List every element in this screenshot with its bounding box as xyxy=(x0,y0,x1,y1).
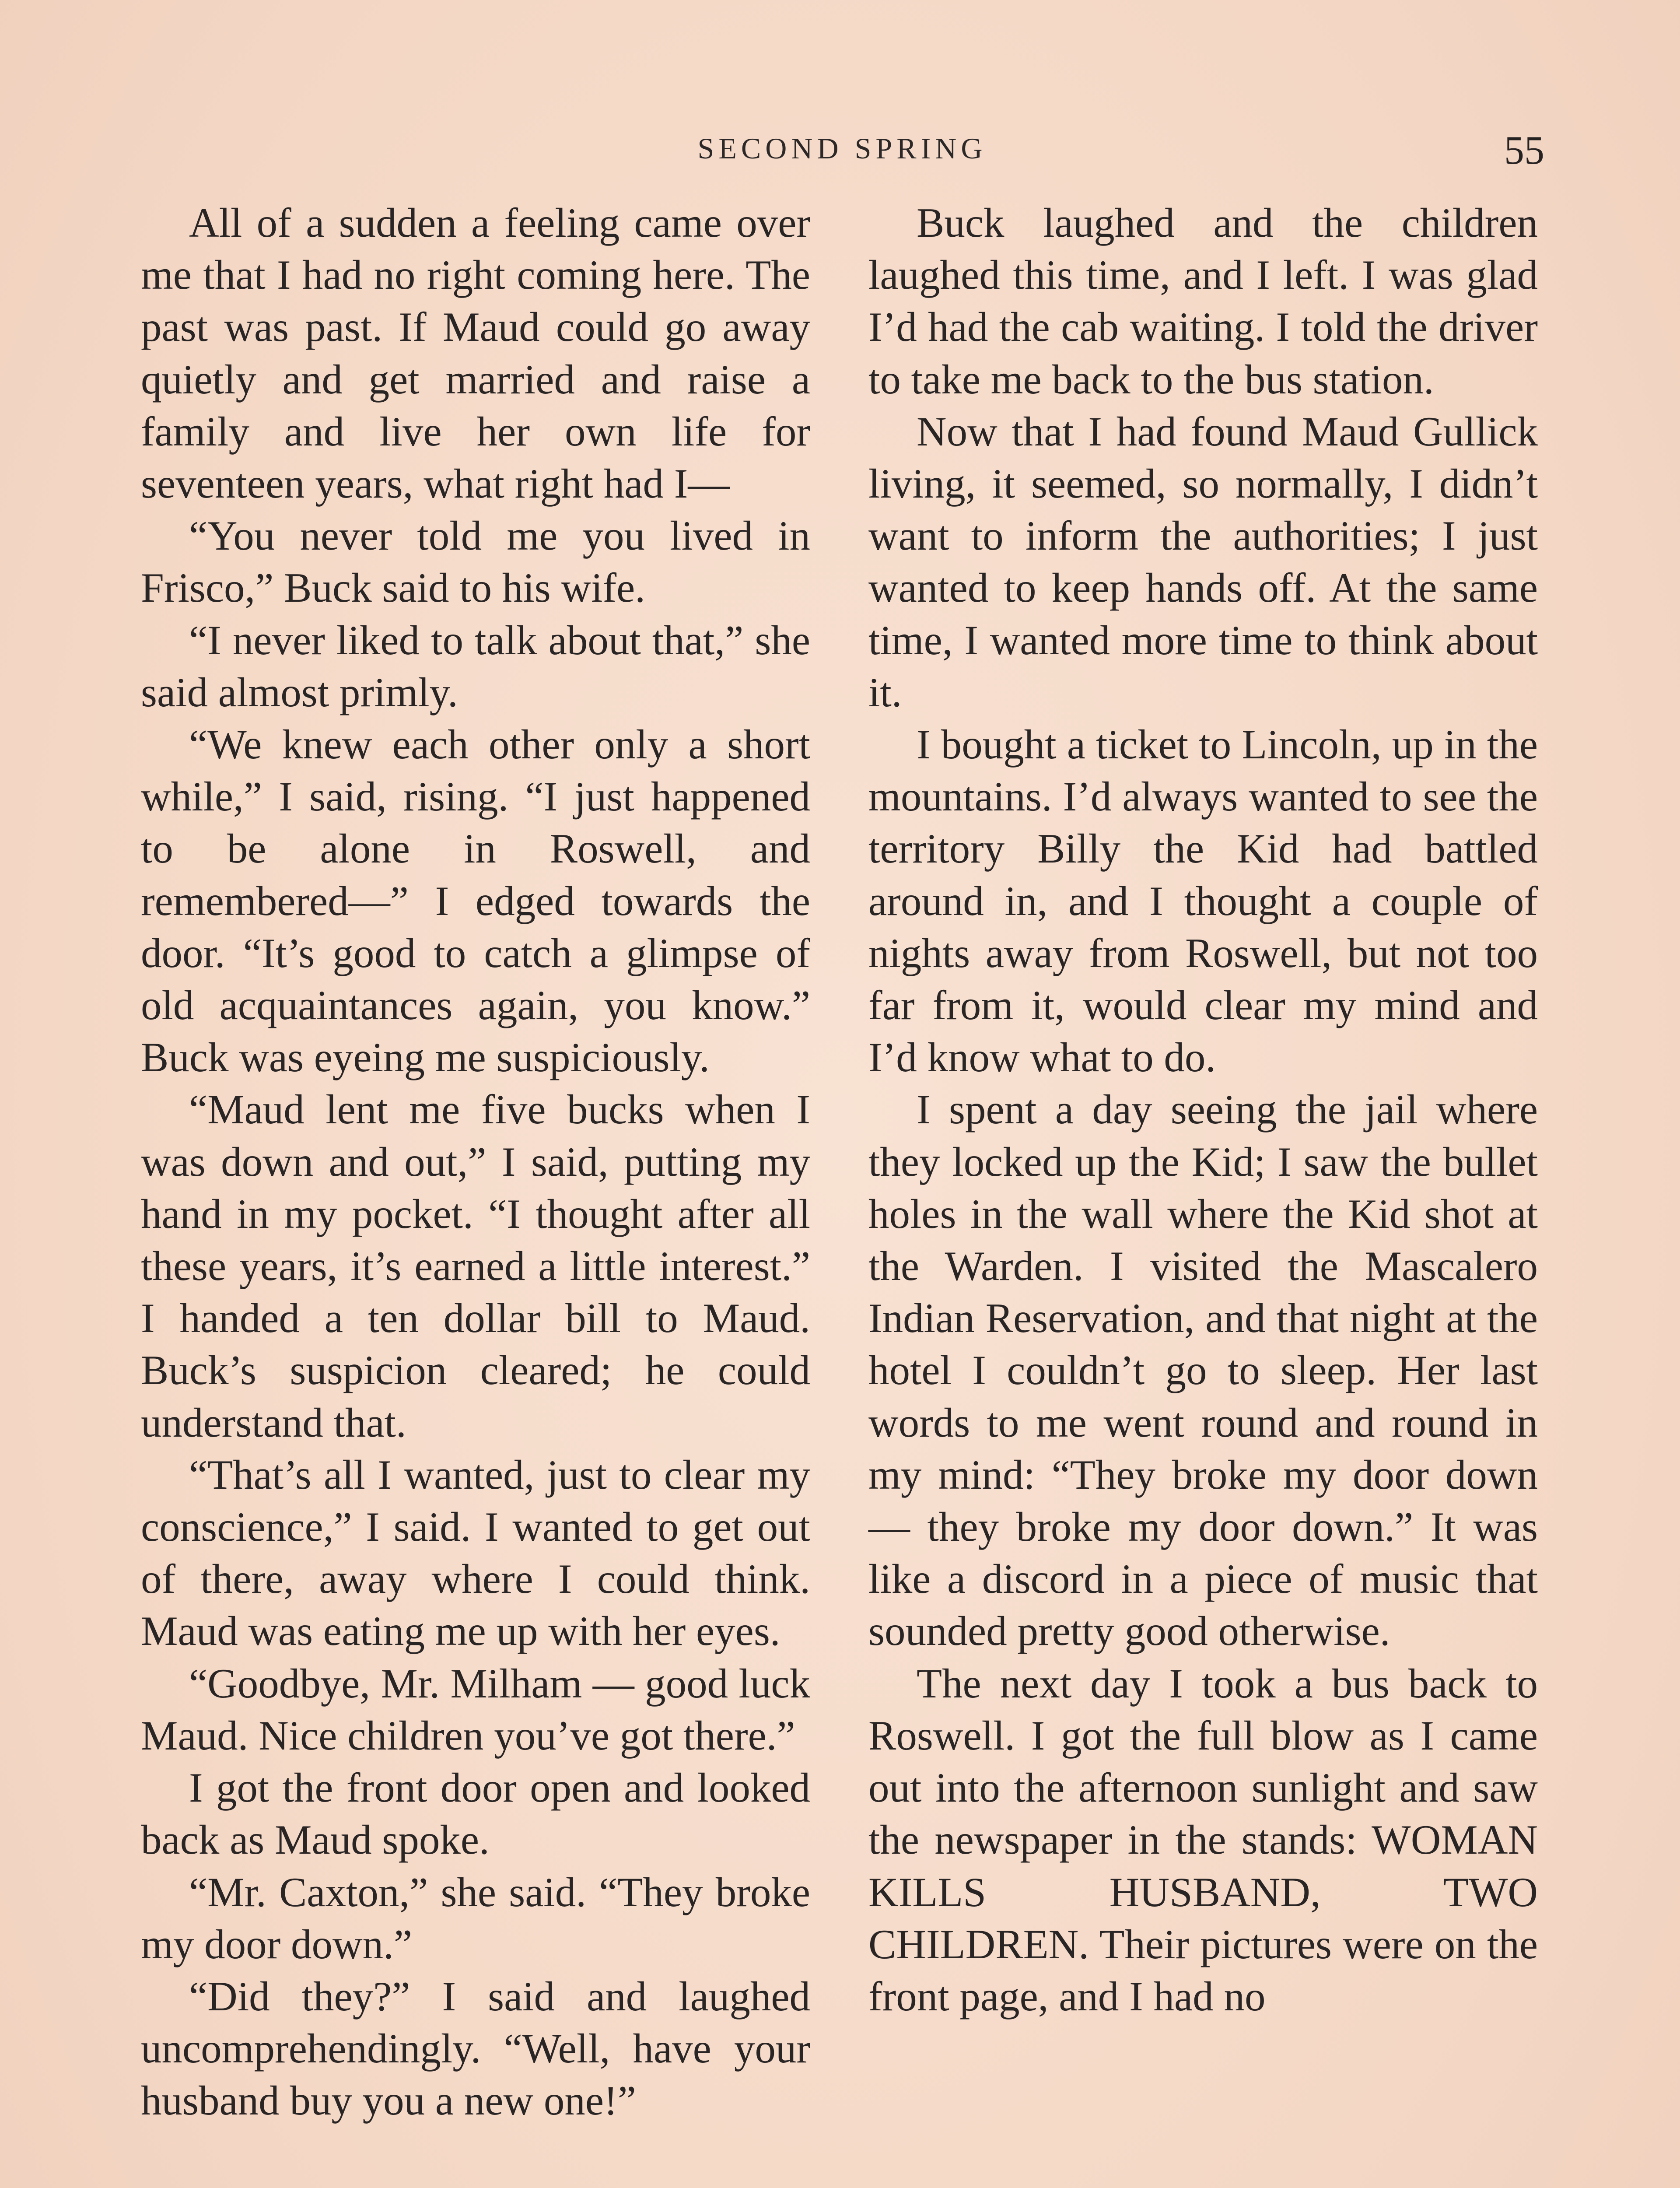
paragraph: Buck laughed and the children laughed this time, and I left. I was glad I’d had the cab waiting. I told the driver to take me back to the bus station. xyxy=(868,200,1538,403)
paragraph: I bought a ticket to Lincoln, up in the mountains. I’d always wanted to see the territory Billy the Kid had battled around in, and I thought a couple of nights away from Roswell, but not too far from it, would clear my mind and I’d know what to do. xyxy=(868,721,1538,1081)
right-column xyxy=(868,197,1538,2023)
running-head: SECOND SPRING xyxy=(697,132,987,165)
page-header xyxy=(0,128,1680,179)
paragraph: The next day I took a bus back to Roswell. I got the full blow as I came out into the afternoon sunlight and saw the newspaper in the stands: WOMAN KILLS HUSBAND, TWO CHILDREN. Their pictures were on the front page, and I had no xyxy=(868,1660,1538,2020)
paragraph: “We knew each other only a short while,” I said, rising. “I just happened to be alone in Roswell, and remembered—” I edged towards the door. “It’s good to catch a glimpse of old acquaintances again, you know.” Buck was eyeing me suspiciously. xyxy=(141,721,810,1081)
paragraph: “I never liked to talk about that,” she said almost primly. xyxy=(141,617,810,715)
paragraph: “Did they?” I said and laughed uncomprehendingly. “Well, have your husband buy you a new one!” xyxy=(141,1973,810,2124)
page-number: 55 xyxy=(1504,128,1544,172)
paragraph: “That’s all I wanted, just to clear my conscience,” I said. I wanted to get out of there, away where I could think. Maud was eating me up with her eyes. xyxy=(141,1451,810,1655)
left-column xyxy=(141,197,810,2127)
paragraph: “Maud lent me five bucks when I was down and out,” I said, putting my hand in my pocket. “I thought after all these years, it’s earned a little interest.” I handed a ten dollar bill to Maud. Buck’s suspicion cleared; he could understand that. xyxy=(141,1086,810,1446)
paragraph: “You never told me you lived in Frisco,” Buck said to his wife. xyxy=(141,512,810,611)
paragraph: All of a sudden a feeling came over me that I had no right coming here. The past was past. If Maud could go away quietly and get married and raise a family and live her own life for seventeen years, what right had I— xyxy=(141,200,810,507)
paragraph: I got the front door open and looked back as Maud spoke. xyxy=(141,1764,810,1863)
paragraph: I spent a day seeing the jail where they locked up the Kid; I saw the bullet holes in the wall where the Kid shot at the Warden. I visited the Mascalero Indian Reservation, and that night at the hotel I couldn’t go to sleep. Her last words to me went round and round in my mind: “They broke my door down— they broke my door down.” It was like a discord in a piece of music that sounded pretty good otherwise. xyxy=(868,1086,1538,1655)
paragraph: “Goodbye, Mr. Milham — good luck Maud. Nice children you’ve got there.” xyxy=(141,1660,810,1759)
paragraph: “Mr. Caxton,” she said. “They broke my door down.” xyxy=(141,1869,810,1967)
paragraph: Now that I had found Maud Gullick living, it seemed, so normally, I didn’t want to inform the authorities; I just wanted to keep hands off. At the same time, I wanted more time to think about it. xyxy=(868,408,1538,715)
